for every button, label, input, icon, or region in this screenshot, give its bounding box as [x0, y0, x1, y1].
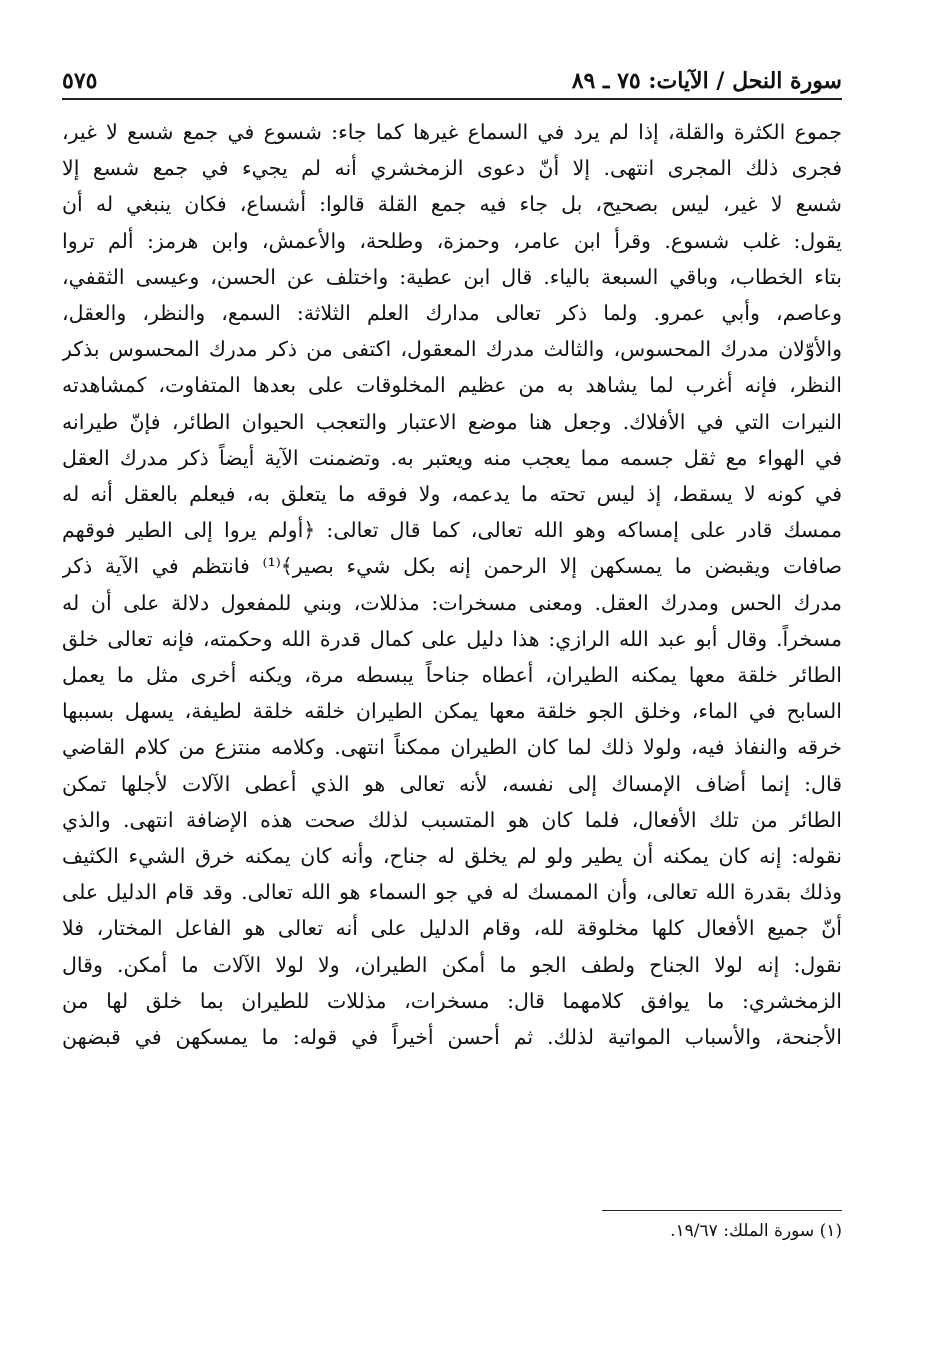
text-line: ممسك قادر على إمساكه وهو الله تعالى، كما قال تعالى: ﴿أولم يروا إلى الطير فوقهم: [62, 518, 842, 543]
text-line: الأجنحة، والأسباب المواتية لذلك. ثم أحسن أخيراً في قوله: ما يمسكهن في قبضهن: [62, 1025, 842, 1050]
text-line: السابح في الماء، وخلق الجو خلقة معها يمكن الطيران خلقه خلقة لطيفة، يسهل بسببها: [62, 699, 842, 724]
text-line: نقول: إنه لولا الجناح ولطف الجو ما أمكن الطيران، ولا لولا الآلات ما أمكن. وقال: [62, 952, 842, 977]
page-number: ٥٧٥: [62, 68, 98, 94]
text-line: جموع الكثرة والقلة، إذا لم يرد في السماع غيرها كما جاء: شسوع في جمع شسع لا غير،: [62, 120, 842, 144]
text-line: نقوله: إنه كان يمكنه أن يطير ولو لم يخلق له جناح، وأنه كان يمكنه خرق الشيء الكثيف: [62, 844, 842, 869]
text-line: صافات ويقبضن ما يمسكهن إلا الرحمن إنه بكل شيء بصير﴾⁽¹⁾ فانتظم في الآية ذكر: [62, 554, 842, 579]
text-line: وذلك بقدرة الله تعالى، وأن الممسك له في جو السماء هو الله تعالى. وقد قام الدليل على: [62, 880, 842, 905]
text-line: في الهواء مع ثقل جسمه مما يعجب منه ويعتبر به. وتضمنت الآية أيضاً ذكر مدرك العقل: [62, 445, 842, 470]
text-line: قال: إنما أضاف الإمساك إلى نفسه، لأنه تعالى هو الذي أعطى الآلات لأجلها تمكن: [62, 771, 842, 796]
footnote: (١) سورة الملك: ١٩/٦٧.: [670, 1221, 842, 1241]
text-line: مدرك الحس ومدرك العقل. ومعنى مسخرات: مذللات، وبني للمفعول دلالة على أن له: [62, 590, 842, 615]
footnote-divider: [602, 1210, 842, 1211]
text-line: يقول: غلب شسوع. وقرأ ابن عامر، وحمزة، وطلحة، والأعمش، وابن هرمز: ألم تروا: [62, 228, 842, 253]
text-line: والأوّلان مدرك المحسوس، والثالث مدرك المعقول، اكتفى من ذكر مدرك المحسوس بذكر: [62, 337, 842, 362]
header-title: سورة النحل / الآيات: ٧٥ ـ ٨٩: [571, 68, 842, 94]
text-line: وعاصم، وأبي عمرو. ولما ذكر تعالى مدارك العلم الثلاثة: السمع، والنظر، والعقل،: [62, 301, 842, 326]
text-line: في كونه لا يسقط، إذ ليس تحته ما يدعمه، ولا فوقه ما يتعلق به، فيعلم بالعقل أنه له: [62, 482, 842, 507]
text-line: النظر، فإنه أغرب لما يشاهد به من عظيم المخلوقات على بعدها المتفاوت، كمشاهدته: [62, 373, 842, 398]
text-line: النيرات التي في الأفلاك. وجعل هنا موضع الاعتبار والتعجب الحيوان الطائر، فإنّ طيرانه: [62, 409, 842, 434]
running-header: [62, 60, 842, 100]
text-line: أنّ جميع الأفعال كلها مخلوقة لله، وقام الدليل على أنه تعالى هو الفاعل المختار، فلا: [62, 916, 842, 941]
text-line: شسع لا غير، ليس بصحيح، بل جاء فيه جمع القلة قالوا: أشساع، فكان ينبغي له أن: [62, 192, 842, 217]
text-line: الطائر من تلك الأفعال، فلما كان هو المتسبب لذلك صحت هذه الإضافة انتهى. والذي: [62, 807, 842, 832]
text-line: الزمخشري: ما يوافق كلامهما قال: مسخرات، مذللات للطيران بما خلق لها من: [62, 988, 842, 1013]
text-line: خرقه والنفاذ فيه، ولولا ذلك لما كان الطيران ممكناً انتهى. وكلامه منتزع من كلام القاضي: [62, 735, 842, 760]
text-line: الطائر خلقة معها يمكنه الطيران، أعطاه جناحاً يبسطه مرة، ويكنه أخرى مثل ما يعمل: [62, 663, 842, 688]
text-line: مسخراً. وقال أبو عبد الله الرازي: هذا دليل على كمال قدرة الله وحكمته، فإنه تعالى خلق: [62, 626, 842, 651]
page: [62, 60, 842, 1280]
text-line: فجرى ذلك المجرى انتهى. إلا أنّ دعوى الزمخشري أنه لم يجيء في جمع شسع إلا: [62, 156, 842, 181]
text-line: بتاء الخطاب، وباقي السبعة بالياء. قال ابن عطية: واختلف عن الحسن، وعيسى الثقفي،: [62, 264, 842, 289]
body-text: [62, 114, 842, 1055]
